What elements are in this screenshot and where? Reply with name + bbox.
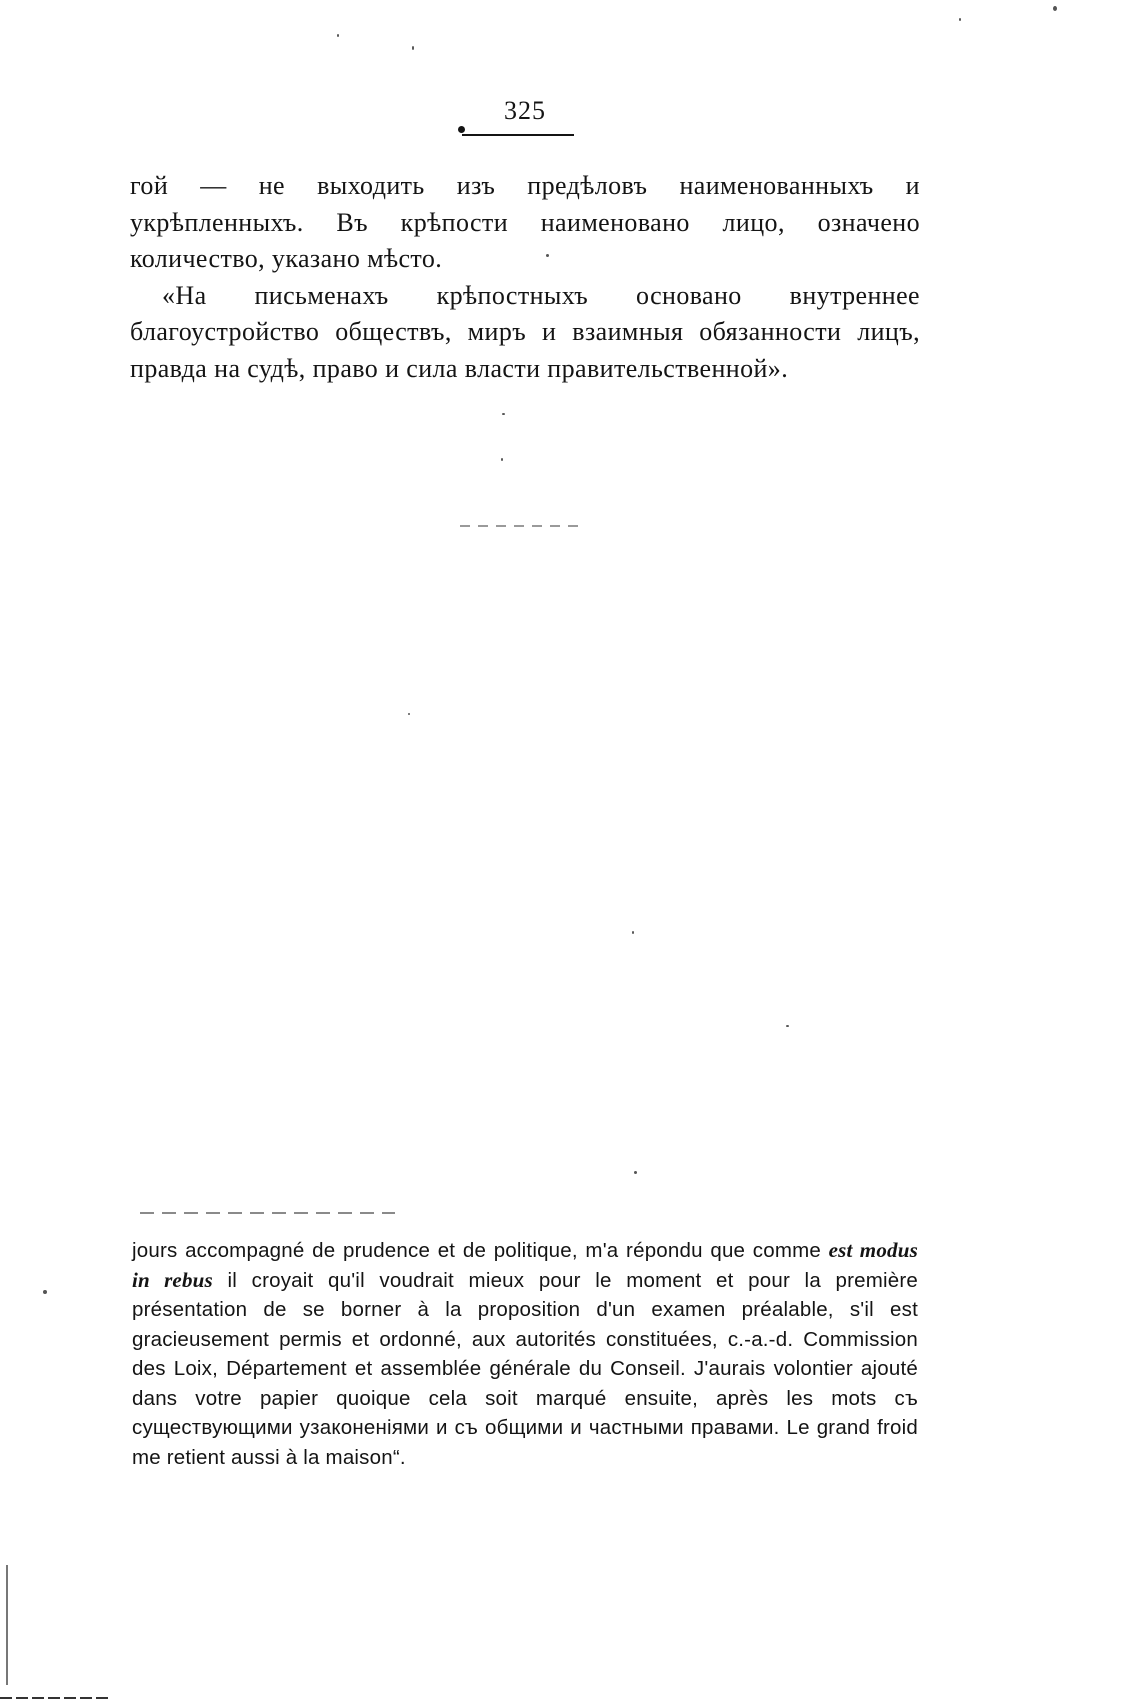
scan-speck: [786, 1025, 789, 1027]
header-dot: [458, 126, 465, 133]
section-separator: [460, 525, 580, 527]
scan-bottom-dash: [0, 1697, 112, 1699]
scan-speck: [408, 713, 410, 715]
scan-speck: [43, 1290, 47, 1294]
page-number-text: 325: [504, 96, 546, 125]
footnote-text-part-2: il croyait qu'il voudrait mieux pour le moment et pour la première présentation de se borner à la proposition d'un examen préalable, s'il est gracieusement permis et ordonné, aux autorités constituées, c.-a.-d. Commission des Loix, Département et assemblée générale du Conseil. J'aurais volontier ajouté dans votre papier quoique cela soit marqué ensuite, après les mots съ существующими узаконеніями и съ общими и частными правами. Le grand froid me retient aussi à la maison“.: [132, 1268, 918, 1469]
scan-speck: [959, 18, 961, 21]
scan-speck: [632, 931, 634, 934]
scan-speck: [634, 1171, 637, 1174]
page-number: [462, 96, 572, 126]
footnote-text-part-1: jours accompagné de prudence et de politique, m'a répondu que comme: [132, 1239, 829, 1262]
footnote-block: [132, 1236, 918, 1472]
main-text-block: [130, 168, 920, 387]
scan-speck: [412, 46, 414, 50]
scan-edge-line: [6, 1565, 8, 1685]
scan-speck: [337, 34, 339, 37]
main-paragraph-1: гой — не выходить изъ предѣловъ наименованныхъ и укрѣпленныхъ. Въ крѣпости наименовано лицо, означено количество, указано мѣсто.: [130, 171, 920, 273]
footnote-italic-phrase: est modus in rebus: [132, 1238, 918, 1292]
scan-speck: [546, 254, 549, 257]
scan-speck: [502, 413, 505, 415]
scan-speck: [1053, 6, 1057, 11]
footnote-rule: [140, 1212, 395, 1214]
main-paragraph-2: «На письменахъ крѣпостныхъ основано внутреннее благоустройство обществъ, миръ и взаимныя обязанности лицъ, правда на судѣ, право и сила власти правительственной».: [130, 280, 920, 383]
footnote-paragraph: [132, 1236, 918, 1472]
header-rule: [462, 134, 574, 136]
scan-speck: [501, 458, 503, 461]
